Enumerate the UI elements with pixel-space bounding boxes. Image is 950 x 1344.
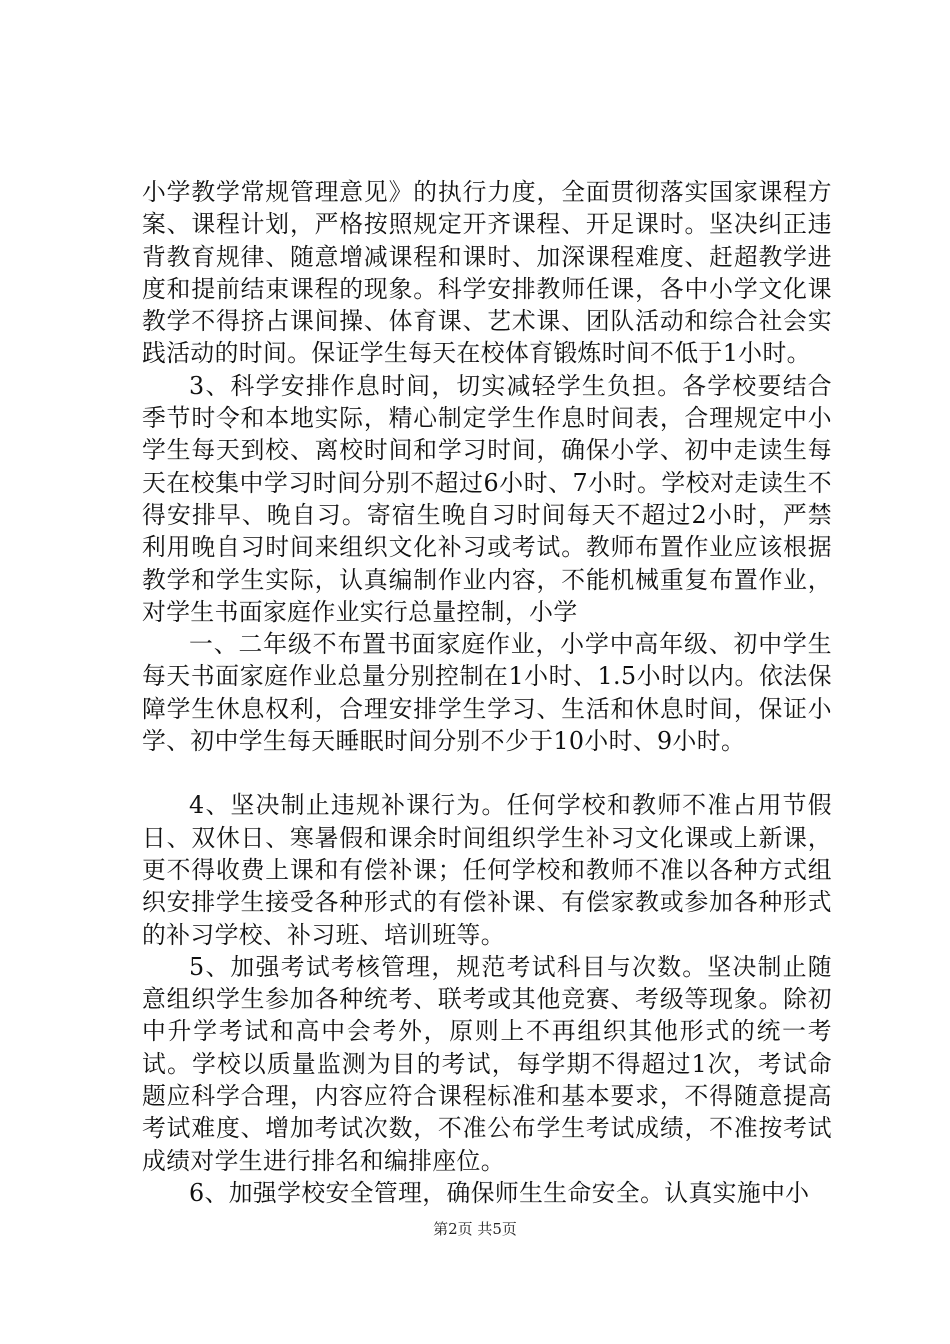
document-body (142, 176, 832, 1209)
paragraph-schedule: 3、科学安排作息时间，切实减轻学生负担。各学校要结合季节时令和本地实际，精心制定学生作息时间表，合理规定中小学生每天到校、离校时间和学习时间，确保小学、初中走读生每天在校集中学习时间分别不超过6小时、7小时。学校对走读生不得安排早、晚自习。寄宿生晚自习时间每天不超过2小时，严禁利用晚自习时间来组织文化补习或考试。教师布置作业应该根据教学和学生实际，认真编制作业内容，不能机械重复布置作业，对学生书面家庭作业实行总量控制，小学 (142, 371, 832, 626)
paragraph-tutoring: 4、坚决制止违规补课行为。任何学校和教师不准占用节假日、双休日、寒暑假和课余时间组织学生补习文化课或上新课，更不得收费上课和有偿补课；任何学校和教师不准以各种方式组织安排学生接受各种形式的有偿补课、有偿家教或参加各种形式的补习学校、补习班、培训班等。 (142, 791, 832, 949)
paragraph-safety: 6、加强学校安全管理，确保师生生命安全。认真实施中小 (189, 1178, 810, 1207)
paragraph-curriculum: 小学教学常规管理意见》的执行力度，全面贯彻落实国家课程方案、课程计划，严格按照规定开齐课程、开足课时。坚决纠正违背教育规律、随意增减课程和课时、加深课程难度、赶超教学进度和提前结束课程的现象。科学安排教师任课，各中小学文化课教学不得挤占课间操、体育课、艺术课、团队活动和综合社会实践活动的时间。保证学生每天在校体育锻炼时间不低于1小时。 (142, 178, 832, 368)
page-number-footer: 第2页 共5页 (433, 1220, 517, 1238)
paragraph-exams: 5、加强考试考核管理，规范考试科目与次数。坚决制止随意组织学生参加各种统考、联考或其他竞赛、考级等现象。除初中升学考试和高中会考外，原则上不再组织其他形式的统一考试。学校以质量监测为目的考试，每学期不得超过1次，考试命题应科学合理，内容应符合课程标准和基本要求，不得随意提高考试难度、增加考试次数，不准公布学生考试成绩，不准按考试成绩对学生进行排名和编排座位。 (142, 952, 832, 1175)
paragraph-gap (142, 757, 832, 789)
paragraph-homework: 一、二年级不布置书面家庭作业，小学中高年级、初中学生每天书面家庭作业总量分别控制在1小时、1.5小时以内。依法保障学生休息权利，合理安排学生学习、生活和休息时间，保证小学、初中学生每天睡眠时间分别不少于10小时、9小时。 (142, 630, 832, 756)
